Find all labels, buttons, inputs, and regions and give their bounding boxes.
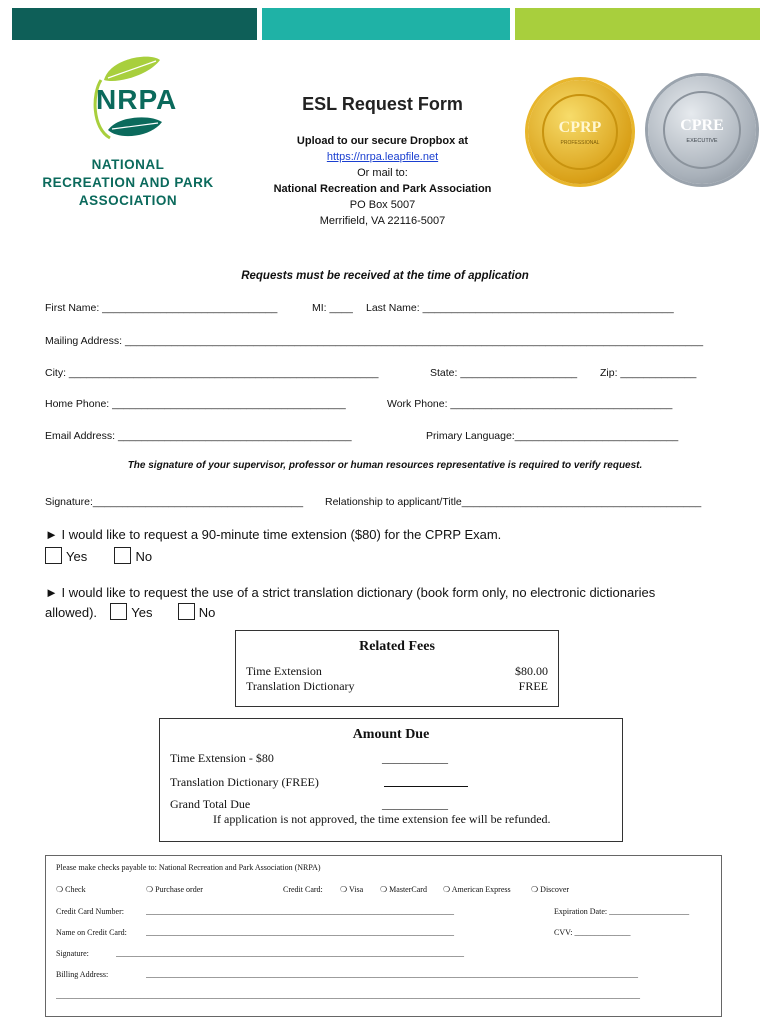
billing-address-label: Billing Address: [56, 970, 109, 979]
name-on-card-line[interactable]: _____________________________________________________________________________ [146, 928, 454, 937]
q2-no-label: No [198, 605, 216, 620]
logo-wordmark [38, 156, 218, 210]
application-notice: Requests must be received at the time of application [241, 270, 529, 282]
expiration-date-field[interactable]: Expiration Date: ____________________ [554, 907, 690, 916]
cpre-seal [648, 76, 756, 184]
fee-value-dictionary: FREE [518, 679, 548, 693]
question-time-extension: ► I would like to request a 90-minute time extension ($80) for the CPRP Exam. [45, 527, 502, 542]
q2-no-checkbox[interactable] [178, 603, 195, 620]
first-name-field[interactable]: First Name: ______________________________ [45, 302, 278, 314]
org-name: National Recreation and Park Association [273, 183, 492, 195]
q1-options [45, 547, 152, 564]
nrpa-logo [38, 50, 218, 210]
amount-dictionary-line[interactable] [384, 786, 468, 787]
q2-line-2: allowed). [45, 605, 98, 620]
or-mail-text: Or mail to: [357, 167, 408, 179]
po-box: PO Box 5007 [349, 199, 416, 211]
city-state-zip: Merrifield, VA 22116-5007 [319, 215, 446, 227]
logo-line-2: RECREATION AND PARK [42, 175, 214, 190]
last-name-field[interactable]: Last Name: ___________________________________________ [366, 302, 674, 314]
city-field[interactable]: City: _____________________________________________________ [45, 367, 379, 379]
zip-field[interactable]: Zip: _____________ [600, 367, 697, 379]
header-bar-lime [515, 8, 760, 40]
email-field[interactable]: Email Address: ________________________________________ [45, 430, 352, 442]
cc-number-line[interactable]: _____________________________________________________________________________ [146, 907, 454, 916]
amount-due-box [159, 718, 623, 842]
q1-yes-label: Yes [66, 549, 88, 564]
dropbox-link[interactable]: https://nrpa.leapfile.net [326, 151, 439, 163]
name-on-card-label: Name on Credit Card: [56, 928, 127, 937]
billing-address-line[interactable]: ___________________________________________________________________________________________________________________________ [146, 970, 638, 979]
checks-payable-note: Please make checks payable to: National Recreation and Park Association (NRPA) [56, 863, 321, 872]
amount-grand-total-blank[interactable]: ___________ [382, 797, 448, 811]
related-fees-box [235, 630, 559, 707]
option-american-express[interactable]: ❍ American Express [443, 885, 511, 894]
amount-row-time-extension: Time Extension - $80 [170, 751, 274, 765]
primary-language-field[interactable]: Primary Language:____________________________ [426, 430, 679, 442]
cc-number-label: Credit Card Number: [56, 907, 124, 916]
cpre-abbr: CPRE [680, 116, 724, 134]
related-fees-title: Related Fees [359, 639, 435, 654]
option-mastercard[interactable]: ❍ MasterCard [380, 885, 427, 894]
option-visa[interactable]: ❍ Visa [340, 885, 364, 894]
refund-note: If application is not approved, the time extension fee will be refunded. [213, 812, 551, 826]
logo-line-3: ASSOCIATION [78, 193, 178, 208]
upload-text: Upload to our secure Dropbox at [296, 135, 469, 147]
q2-yes-checkbox[interactable] [110, 603, 127, 620]
option-discover[interactable]: ❍ Discover [531, 885, 570, 894]
signature-field[interactable]: Signature:____________________________________ [45, 496, 304, 508]
cprp-seal [528, 80, 632, 184]
question-dictionary: ► I would like to request the use of a strict translation dictionary (book form only, no electronic dictionaries [45, 585, 656, 600]
fee-values [515, 664, 548, 694]
option-check[interactable]: ❍ Check [56, 885, 86, 894]
amount-row-grand-total: Grand Total Due [170, 797, 251, 811]
page-title: ESL Request Form [302, 94, 463, 114]
supervisor-note: The signature of your supervisor, professor or human resources representative is required to verify request. [127, 460, 643, 471]
work-phone-field[interactable]: Work Phone: ______________________________________ [387, 398, 673, 410]
cprp-bottom-text: PROFESSIONAL [560, 139, 600, 146]
cvv-field[interactable]: CVV: ______________ [554, 928, 631, 937]
billing-address-line-2[interactable]: __________________________________________________________________________________________________________________________________________________ [56, 991, 640, 1000]
amount-time-extension-blank[interactable]: ___________ [382, 751, 448, 765]
mailing-address-field[interactable]: Mailing Address: ___________________________________________________________________________________________________ [45, 335, 704, 347]
fee-labels [246, 664, 355, 694]
q1-yes-checkbox[interactable] [45, 547, 62, 564]
mi-field[interactable]: MI: ____ [312, 302, 353, 314]
cprp-abbr: CPRP [558, 118, 602, 136]
state-field[interactable]: State: ____________________ [430, 367, 578, 379]
q1-no-label: No [135, 549, 153, 564]
fee-label-dictionary: Translation Dictionary [246, 679, 355, 693]
fee-value-time-extension: $80.00 [515, 664, 548, 678]
payment-signature-label: Signature: [56, 949, 89, 958]
amount-due-title: Amount Due [352, 727, 430, 742]
relationship-field[interactable]: Relationship to applicant/Title_________________________________________ [325, 496, 702, 508]
q1-no-checkbox[interactable] [114, 547, 131, 564]
fee-label-time-extension: Time Extension [246, 664, 322, 678]
payment-signature-line[interactable]: _______________________________________________________________________________________ [116, 949, 464, 958]
q2-yes-label: Yes [131, 605, 153, 620]
home-phone-field[interactable]: Home Phone: ________________________________________ [45, 398, 346, 410]
payment-box [45, 855, 722, 1017]
cpre-bottom-text: EXECUTIVE [686, 137, 718, 144]
logo-acronym: NRPA [96, 84, 178, 115]
credit-card-label: Credit Card: [283, 885, 323, 894]
q2-options [45, 603, 215, 620]
logo-line-1: NATIONAL [91, 157, 165, 172]
amount-row-dictionary: Translation Dictionary (FREE) [170, 775, 319, 789]
header-bar-teal [262, 8, 510, 40]
header-bar-dark [12, 8, 257, 40]
option-purchase-order[interactable]: ❍ Purchase order [146, 885, 203, 894]
form-header [230, 94, 535, 229]
